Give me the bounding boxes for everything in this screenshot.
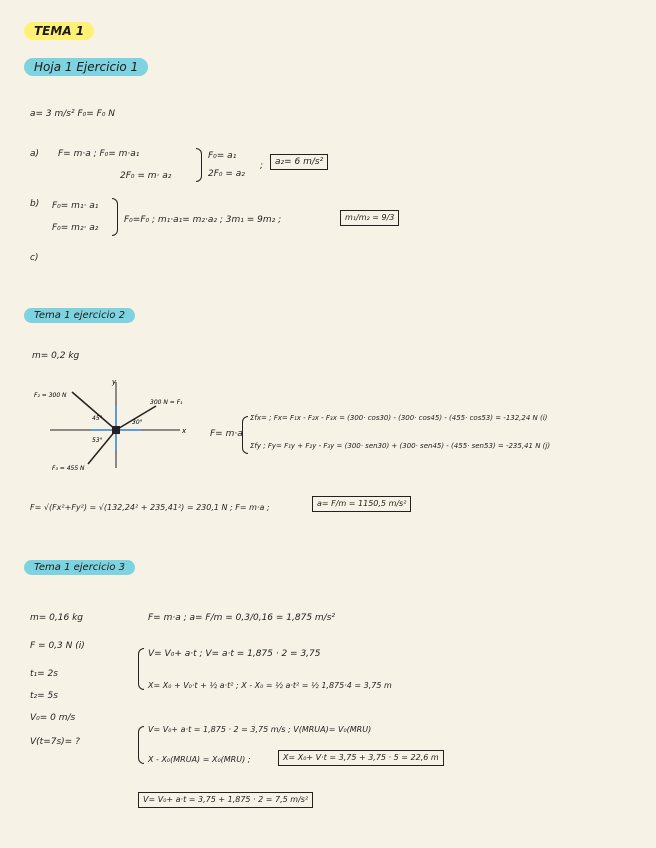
diagram-ang53: 53°: [92, 437, 103, 444]
hoja-heading: Hoja 1 Ejercicio 1: [24, 58, 148, 76]
ex2-brace: [242, 416, 248, 454]
ex1-a-res1: F₀= a₁: [208, 151, 237, 161]
ex1-a-answer: a₂= 6 m/s²: [270, 154, 328, 170]
ex2-sum-y: Σfy ; Fy= F₁y + F₂y - F₃y = (300· sen30) + (300· sen45) - (455· sen53) = -235,41 N (j): [250, 442, 551, 450]
ex3-given-v0: V₀= 0 m/s: [30, 713, 76, 723]
ex1-a-label: a): [30, 149, 40, 159]
diagram-f3: F₃ = 455 N: [52, 465, 85, 472]
diagram-x: x: [182, 427, 187, 435]
ex3-v2: V= V₀+ a·t = 1,875 · 2 = 3,75 m/s ; V(MRUA)= V₀(MRU): [148, 725, 372, 734]
ex3-given-q: V(t=7s)= ?: [30, 737, 80, 747]
ex2-sum-x: Σfx= ; Fx= F₁x - F₂x - F₃x = (300· cos30) - (300· cos45) - (455· cos53) = -132,24 N (i): [250, 414, 548, 422]
ex2-answer: a= F/m = 1150,5 m/s²: [312, 496, 411, 512]
ex1-given: a= 3 m/s² F₀= F₀ N: [30, 109, 116, 119]
force-diagram: [30, 378, 200, 473]
tema-title: TEMA 1: [24, 22, 94, 40]
diagram-ang30: 30°: [132, 419, 143, 426]
ex3-x2: X - X₀(MRUA) = X₀(MRU) ;: [148, 755, 251, 764]
ex1-a-eq2: 2F₀ = m· a₂: [120, 171, 172, 181]
diagram-ang45: 45°: [92, 415, 103, 422]
diagram-f2: F₂ = 300 N: [34, 392, 67, 399]
ex1-b-answer: m₁/m₂ = 9/3: [340, 210, 399, 226]
ex3-x1: X= X₀ + V₀·t + ½ a·t² ; X - X₀ = ½ a·t² = ½ 1,875·4 = 3,75 m: [148, 681, 392, 690]
ex1-c-label: c): [30, 253, 39, 263]
ex3-given-t2: t₂= 5s: [30, 691, 58, 701]
ex1-a-eq1: F= m·a ; F₀= m·a₁: [58, 149, 140, 159]
ex2-mass: m= 0,2 kg: [32, 351, 80, 361]
ex3-given-m: m= 0,16 kg: [30, 613, 83, 623]
ex1-b-label: b): [30, 199, 40, 209]
ex3-brace1: [138, 648, 144, 690]
diagram-f1: 300 N = F₁: [150, 399, 183, 406]
ex3-final-box: V= V₀+ a·t = 3,75 + 1,875 · 2 = 7,5 m/s²: [138, 792, 313, 808]
ex3-x2-box: X= X₀+ V·t = 3,75 + 3,75 · 5 = 22,6 m: [278, 750, 444, 766]
ex2-fma: F= m·a: [210, 429, 243, 439]
ex1-b-mid: F₀=F₀ ; m₁·a₁= m₂·a₂ ; 3m₁ = 9m₂ ;: [124, 215, 282, 225]
ex1-a-res2: 2F₀ = a₂: [208, 169, 245, 179]
ex3-given-t1: t₁= 2s: [30, 669, 58, 679]
ex3-accel: F= m·a ; a= F/m = 0,3/0,16 = 1,875 m/s²: [148, 613, 336, 623]
ex1-b-eq1: F₀= m₁· a₁: [52, 201, 99, 211]
ex3-heading: Tema 1 ejercicio 3: [24, 560, 135, 575]
ex1-b-brace: [112, 198, 118, 236]
ex3-given-f: F = 0,3 N (i): [30, 641, 85, 651]
ex1-a-brace: [196, 148, 202, 182]
ex1-a-semicolon: ;: [260, 161, 264, 171]
ex3-v1: V= V₀+ a·t ; V= a·t = 1,875 · 2 = 3,75: [148, 649, 321, 659]
ex3-brace2: [138, 726, 144, 764]
ex1-b-eq2: F₀= m₂· a₂: [52, 223, 99, 233]
ex2-heading: Tema 1 ejercicio 2: [24, 308, 135, 323]
ex2-resultant: F= √(Fx²+Fy²) = √(132,24² + 235,41²) = 230,1 N ; F= m·a ;: [30, 503, 270, 512]
diagram-y: y: [112, 378, 117, 386]
